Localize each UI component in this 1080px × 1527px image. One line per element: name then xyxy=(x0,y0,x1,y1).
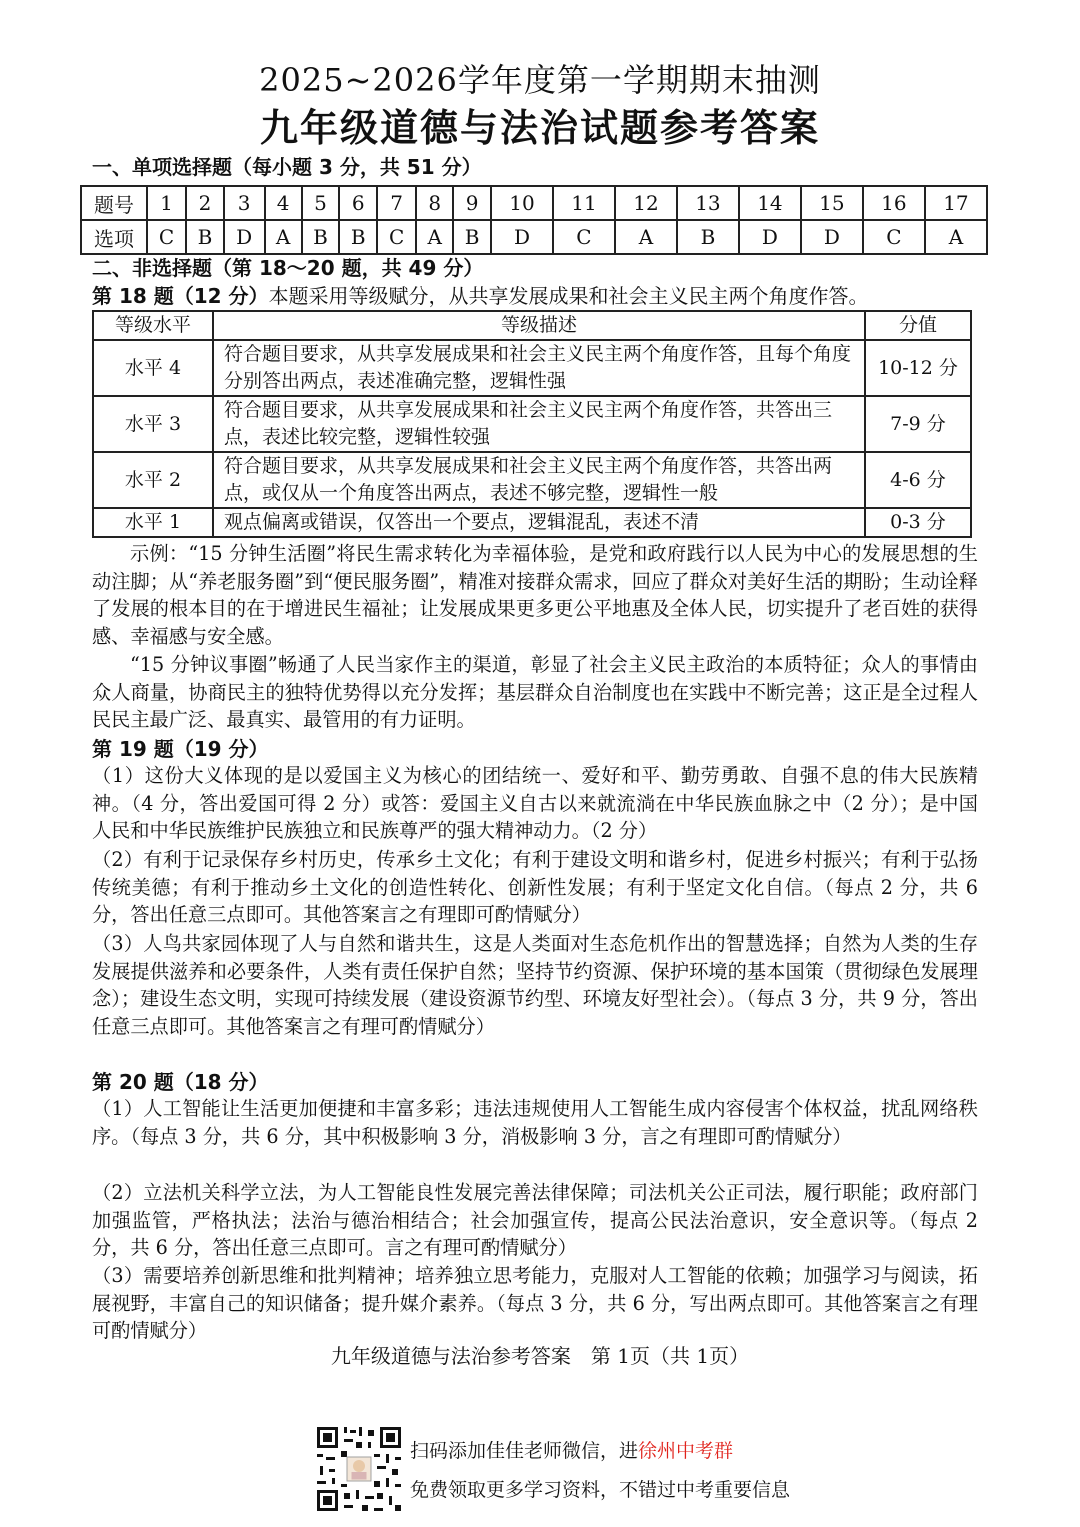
exam-title-line1: 2025~2026学年度第一学期期末抽测 xyxy=(259,61,821,99)
level-score: 4-6 分 xyxy=(865,452,971,508)
level-description: 符合题目要求，从共享发展成果和社会主义民主两个角度作答，共答出两点，或仅从一个角度答出两点，表述不够完整，逻辑性一般 xyxy=(213,452,865,508)
level-score: 0-3 分 xyxy=(865,508,971,537)
q19-score: （19 分） xyxy=(173,737,269,761)
header-level: 等级水平 xyxy=(93,311,213,340)
promo-line1 xyxy=(410,1437,733,1465)
level-name: 水平 4 xyxy=(93,340,213,396)
q20-answer2: （2）立法机关科学立法，为人工智能良性发展完善法律保障；司法机关公正司法，履行职能；政府部门加强监管，严格执法；法治与德治相结合；社会加强宣传，提高公民法治意识，安全意识等。（每点 2 分，共 6 分，答出任意三点即可。言之有理可酌情赋分） xyxy=(92,1181,978,1260)
question-number: 5 xyxy=(302,186,340,220)
question-number: 1 xyxy=(147,186,186,220)
multiple-choice-answer-table xyxy=(80,185,988,255)
q18-intro: 本题采用等级赋分，从共享发展成果和社会主义民主两个角度作答。 xyxy=(268,284,869,308)
question-number: 4 xyxy=(265,186,302,220)
row-label-number: 题号 xyxy=(81,186,147,220)
answer-cell: C xyxy=(147,220,186,254)
q19-answer1: （1）这份大义体现的是以爱国主义为核心的团结统一、爱好和平、勤劳勇敢、自强不息的伟大民族精神。（4 分，答出爱国可得 2 分）或答：爱国主义自古以来就流淌在中华民族血脉之中（2 分）；是中国人民和中华民族维护民族独立和民族尊严的强大精神动力。（2 分） xyxy=(92,764,978,843)
answer-cell: B xyxy=(453,220,491,254)
grading-row xyxy=(93,508,971,537)
section2-heading: 二、非选择题（第 18～20 题，共 49 分） xyxy=(92,256,484,280)
answer-cell: D xyxy=(224,220,265,254)
answer-cell: C xyxy=(377,220,416,254)
answer-cell: A xyxy=(925,220,987,254)
answer-cell: B xyxy=(339,220,377,254)
question-number: 17 xyxy=(925,186,987,220)
question-number: 11 xyxy=(553,186,615,220)
q20-answer3: （3）需要培养创新思维和批判精神；培养独立思考能力，克服对人工智能的依赖；加强学习与阅读，拓展视野，丰富自己的知识储备；提升媒介素养。（每点 3 分，共 6 分，写出两点即可。其他答案言之有理可酌情赋分） xyxy=(92,1264,978,1343)
grading-row xyxy=(93,396,971,452)
row-label-answer: 选项 xyxy=(81,220,147,254)
question-number: 13 xyxy=(677,186,739,220)
answer-cell: C xyxy=(553,220,615,254)
question-number-row xyxy=(81,186,987,220)
answer-cell: A xyxy=(615,220,677,254)
question-number: 9 xyxy=(453,186,491,220)
q20-answer1: （1）人工智能让生活更加便捷和丰富多彩；违法违规使用人工智能生成内容侵害个体权益，扰乱网络秩序。（每点 3 分，共 6 分，其中积极影响 3 分，消极影响 3 分，言之有理即可酌情赋分） xyxy=(92,1097,978,1148)
question-number: 7 xyxy=(377,186,416,220)
level-name: 水平 1 xyxy=(93,508,213,537)
grading-header-row xyxy=(93,311,971,340)
question-number: 6 xyxy=(339,186,377,220)
q19-answer3: （3）人鸟共家园体现了人与自然和谐共生，这是人类面对生态危机作出的智慧选择；自然为人类的生存发展提供滋养和必要条件，人类有责任保护自然；坚持节约资源、保护环境的基本国策（贯彻绿色发展理念）；建设生态文明，实现可持续发展（建设资源节约型、环境友好型社会）。（每点 3 分，共 9 分，答出任意三点即可。其他答案言之有理可酌情赋分） xyxy=(92,932,978,1039)
q19-answer2: （2）有利于记录保存乡村历史，传承乡土文化；有利于建设文明和谐乡村，促进乡村振兴；有利于弘扬传统美德；有利于推动乡土文化的创造性转化、创新性发展；有利于坚定文化自信。（每点 2 分，共 6 分，答出任意三点即可。其他答案言之有理即可酌情赋分） xyxy=(92,848,978,927)
question-number: 2 xyxy=(186,186,224,220)
level-name: 水平 3 xyxy=(93,396,213,452)
answer-cell: B xyxy=(186,220,224,254)
exam-title-line2: 九年级道德与法治试题参考答案 xyxy=(259,106,820,150)
question-number: 8 xyxy=(416,186,453,220)
q18-example-paragraph1: 示例：“15 分钟生活圈”将民生需求转化为幸福体验，是党和政府践行以人民为中心的发展思想的生动注脚；从“养老服务圈”到“便民服务圈”，精准对接群众需求，回应了群众对美好生活的期盼；生动诠释了发展的根本目的在于增进民生福祉；让发展成果更多更公平地惠及全体人民，切实提升了老百姓的获得感、幸福感与安全感。 xyxy=(92,542,978,649)
promo-group-name: 徐州中考群 xyxy=(638,1440,734,1462)
level-description: 观点偏离或错误，仅答出一个要点，逻辑混乱，表述不清 xyxy=(213,508,865,537)
q18-title: 第 18 题（12 分） xyxy=(92,284,269,308)
header-score: 分值 xyxy=(865,311,971,340)
answer-cell: D xyxy=(801,220,863,254)
grading-row xyxy=(93,340,971,396)
question-number: 3 xyxy=(224,186,265,220)
q20-heading xyxy=(92,1068,269,1096)
grading-level-table xyxy=(92,310,972,538)
answer-cell: B xyxy=(302,220,340,254)
grading-row xyxy=(93,452,971,508)
level-name: 水平 2 xyxy=(93,452,213,508)
level-score: 7-9 分 xyxy=(865,396,971,452)
answer-cell: D xyxy=(491,220,553,254)
answer-cell: A xyxy=(416,220,453,254)
q19-heading xyxy=(92,735,269,763)
qr-code-icon[interactable] xyxy=(314,1424,404,1514)
q18-heading xyxy=(92,282,992,310)
level-score: 10-12 分 xyxy=(865,340,971,396)
question-number: 10 xyxy=(491,186,553,220)
answer-cell: C xyxy=(863,220,925,254)
question-number: 16 xyxy=(863,186,925,220)
q20-title: 第 20 题 xyxy=(92,1070,174,1094)
question-number: 14 xyxy=(739,186,801,220)
q18-example-paragraph2: “15 分钟议事圈”畅通了人民当家作主的渠道，彰显了社会主义民主政治的本质特征；众人的事情由众人商量，协商民主的独特优势得以充分发挥；基层群众自治制度也在实践中不断完善；这正是全过程人民民主最广泛、最真实、最管用的有力证明。 xyxy=(92,653,978,732)
promo-prefix: 扫码添加佳佳老师微信，进 xyxy=(410,1440,639,1462)
promo-line2: 免费领取更多学习资料，不错过中考重要信息 xyxy=(410,1479,791,1501)
question-number: 15 xyxy=(801,186,863,220)
header-description: 等级描述 xyxy=(213,311,865,340)
answer-row xyxy=(81,220,987,254)
level-description: 符合题目要求，从共享发展成果和社会主义民主两个角度作答，且每个角度分别答出两点，表述准确完整，逻辑性强 xyxy=(213,340,865,396)
answer-cell: B xyxy=(677,220,739,254)
q19-title: 第 19 题 xyxy=(92,737,174,761)
answer-cell: A xyxy=(265,220,302,254)
level-description: 符合题目要求，从共享发展成果和社会主义民主两个角度作答，共答出三点，表述比较完整，逻辑性较强 xyxy=(213,396,865,452)
answer-cell: D xyxy=(739,220,801,254)
section1-heading: 一、单项选择题（每小题 3 分，共 51 分） xyxy=(92,155,482,179)
page-footer: 九年级道德与法治参考答案 第 1页（共 1页） xyxy=(330,1344,750,1368)
question-number: 12 xyxy=(615,186,677,220)
q20-score: （18 分） xyxy=(173,1070,269,1094)
